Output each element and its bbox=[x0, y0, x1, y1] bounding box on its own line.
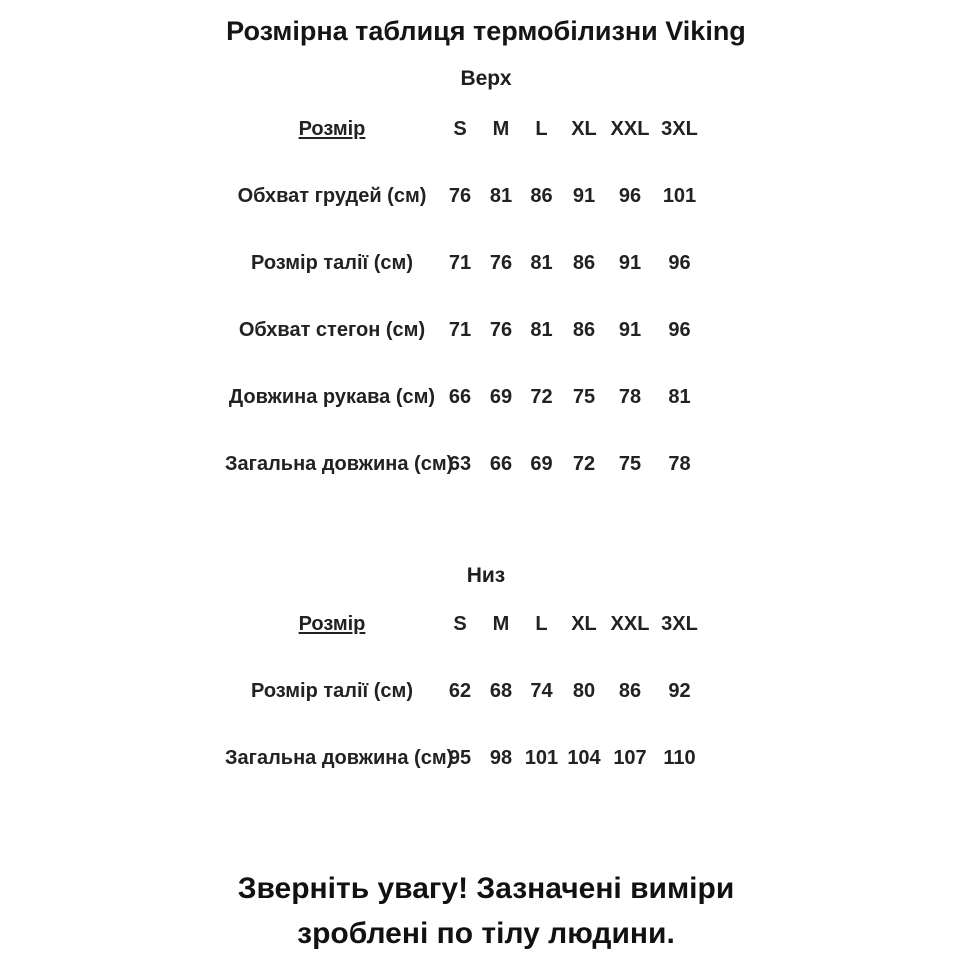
row-value: 86 bbox=[572, 252, 596, 274]
row-value: 86 bbox=[530, 185, 553, 207]
size-column-header: Розмір bbox=[298, 118, 366, 140]
row-label: Загальна довжина (см) bbox=[225, 747, 454, 769]
bottom-section-heading: Низ bbox=[466, 564, 506, 587]
row-value: 71 bbox=[448, 252, 472, 274]
row-value: 81 bbox=[530, 252, 553, 274]
row-value: 80 bbox=[572, 680, 596, 702]
size-header-cell: 3XL bbox=[661, 118, 698, 140]
row-value: 69 bbox=[530, 453, 553, 475]
size-header-cell: XXL bbox=[610, 118, 650, 140]
row-value: 76 bbox=[489, 319, 513, 341]
size-header-cell: XL bbox=[571, 118, 597, 140]
row-value: 96 bbox=[668, 319, 691, 341]
row-value: 62 bbox=[448, 680, 472, 702]
bottom-size-table bbox=[225, 591, 705, 792]
row-value: 96 bbox=[668, 252, 691, 274]
row-value: 91 bbox=[572, 185, 596, 207]
row-value: 91 bbox=[618, 252, 642, 274]
note-line-2: зроблені по тілу людини. bbox=[297, 917, 675, 950]
table-row bbox=[225, 230, 705, 297]
row-label: Розмір талії (см) bbox=[251, 252, 413, 274]
size-header-cell: 3XL bbox=[661, 613, 698, 635]
table-row bbox=[225, 431, 705, 498]
row-value: 110 bbox=[663, 747, 696, 769]
size-header-cell: L bbox=[535, 613, 548, 635]
row-value: 91 bbox=[618, 319, 642, 341]
table-row bbox=[225, 725, 705, 792]
row-value: 76 bbox=[448, 185, 472, 207]
row-value: 69 bbox=[489, 386, 513, 408]
row-value: 86 bbox=[618, 680, 642, 702]
row-value: 66 bbox=[448, 386, 472, 408]
size-header-cell: L bbox=[535, 118, 548, 140]
top-size-table bbox=[225, 96, 705, 498]
row-value: 98 bbox=[489, 747, 513, 769]
size-header-cell: M bbox=[492, 118, 510, 140]
size-header-cell: S bbox=[453, 118, 467, 140]
table-row bbox=[225, 297, 705, 364]
size-header-cell: XL bbox=[571, 613, 597, 635]
row-value: 101 bbox=[662, 185, 697, 207]
row-value: 101 bbox=[524, 747, 559, 769]
row-value: 81 bbox=[489, 185, 513, 207]
row-value: 74 bbox=[530, 680, 553, 702]
row-label: Довжина рукава (см) bbox=[228, 386, 436, 408]
row-label: Обхват грудей (см) bbox=[237, 185, 427, 207]
row-value: 107 bbox=[613, 747, 647, 769]
row-label: Загальна довжина (см) bbox=[225, 453, 454, 475]
size-header-cell: XXL bbox=[610, 613, 650, 635]
row-value: 71 bbox=[448, 319, 472, 341]
row-value: 95 bbox=[448, 747, 472, 769]
top-table-header-row bbox=[225, 96, 705, 163]
note-line-1: Зверніть увагу! Зазначені виміри bbox=[237, 872, 735, 905]
row-value: 63 bbox=[448, 453, 472, 475]
row-value: 76 bbox=[489, 252, 513, 274]
bottom-table-header-row bbox=[225, 591, 705, 658]
row-value: 68 bbox=[489, 680, 513, 702]
row-value: 78 bbox=[668, 453, 691, 475]
table-row bbox=[225, 364, 705, 431]
page-title: Розмірна таблиця термобілизни Viking bbox=[226, 16, 746, 46]
row-value: 92 bbox=[668, 680, 691, 702]
row-value: 75 bbox=[618, 453, 642, 475]
row-value: 78 bbox=[618, 386, 642, 408]
note-text bbox=[0, 866, 972, 956]
row-value: 96 bbox=[618, 185, 642, 207]
top-section-heading: Верх bbox=[460, 67, 512, 90]
row-value: 72 bbox=[530, 386, 553, 408]
row-value: 81 bbox=[530, 319, 553, 341]
size-header-cell: S bbox=[453, 613, 467, 635]
row-label: Обхват стегон (см) bbox=[238, 319, 426, 341]
row-value: 72 bbox=[572, 453, 596, 475]
size-header-cell: M bbox=[492, 613, 510, 635]
table-row bbox=[225, 163, 705, 230]
row-value: 86 bbox=[572, 319, 596, 341]
size-column-header: Розмір bbox=[298, 613, 366, 635]
row-label: Розмір талії (см) bbox=[251, 680, 413, 702]
row-value: 75 bbox=[572, 386, 596, 408]
row-value: 66 bbox=[489, 453, 513, 475]
row-value: 81 bbox=[668, 386, 691, 408]
table-row bbox=[225, 658, 705, 725]
row-value: 104 bbox=[567, 747, 601, 769]
